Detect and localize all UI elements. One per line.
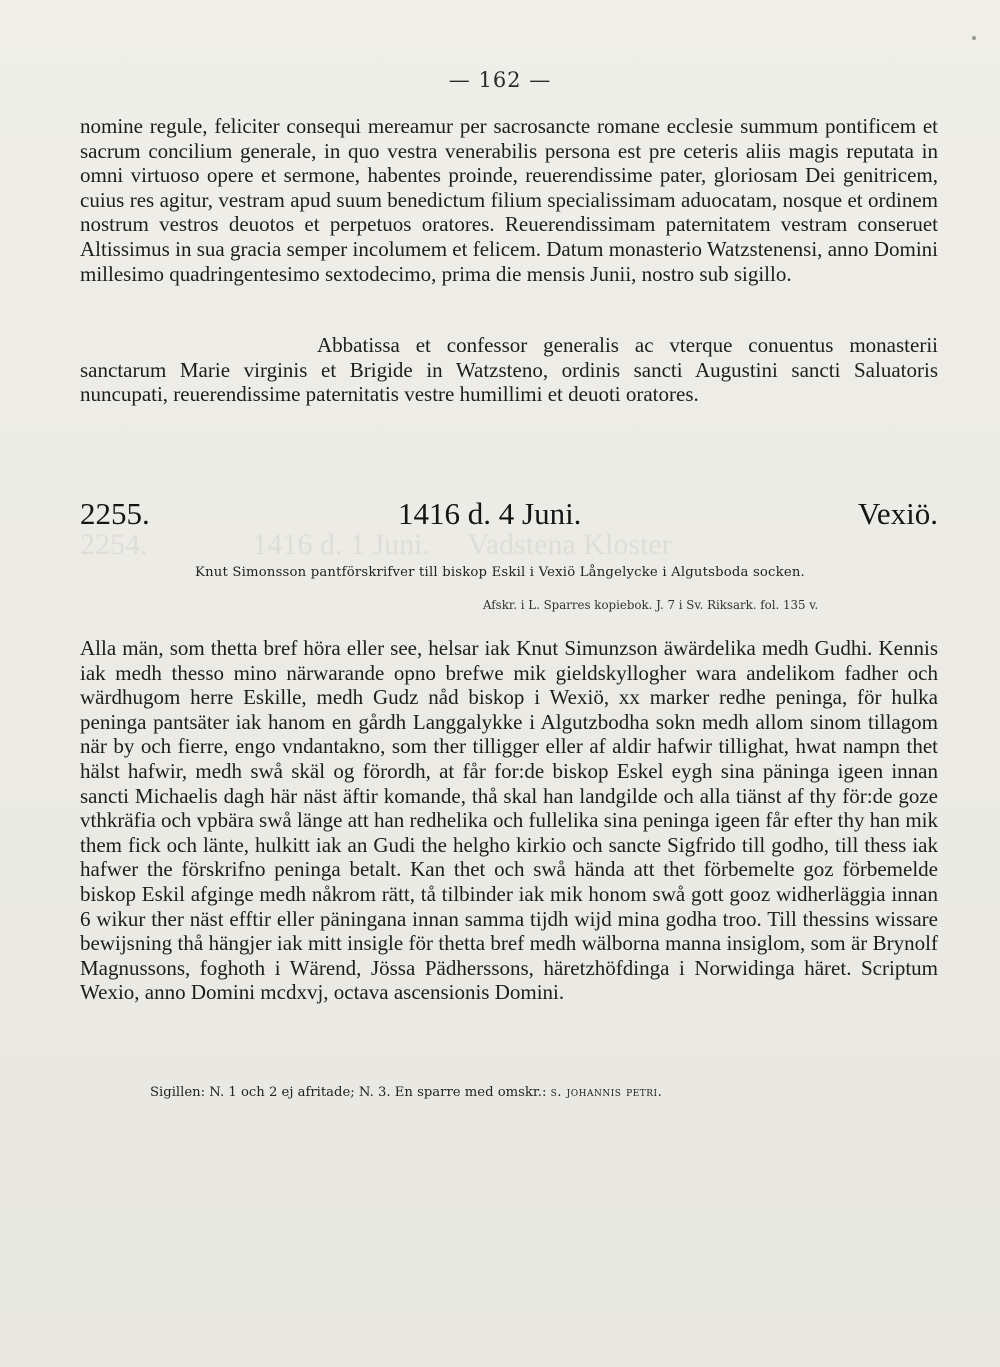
seals-note	[150, 1085, 662, 1100]
page-number: — 162 —	[448, 68, 552, 92]
document-text: Alla män, som thetta bref höra eller see, helsar iak Knut Simunzson äwärdelika medh Gudhi. Kennis iak medh thesso mino närwarande opno brefwe mik gieldskyllogher wara andelikom fadher och wärdhugom herre Eskille, medh Gudz nåd biskop i Wexiö, xx marker redhe peninga, för hulka peninga pantsäter iak hanom en gårdh Langgalykke i Algutzbodha sokn medh allom sinom tillagom när by och fierre, engo vndantakno, som ther tilligger eller af aldir hafwir tillighat, hwat nampn thet hälst hafwir, medh swå skäl og förordh, at får for:de biskop Eskel eygh sina päninga igeen innan sancti Michaelis dagh här näst äftir komande, thå skal han landgilde och alla tiänst af thy för:de goze vthkräfia och vpbära swå länge att han redhelika och fullelika sina peninga igeen får efter thy han mik them fick och länte, hulkitt iak an Gudi the helgho kirkio och sancte Sigfrido till godho, till thess iak hafwer the förskrifno peninga betalt. Kan thet och swå hända att thet förbemelte goz förbemelde biskop Eskil afginge medh nåkrom rätt, tå tilbinder iak mik honom swå gott gooz widherläggia innan 6 wikur ther näst efftir eller päningana innan samma tijdh wijd mina godha troo. Till thessins wissare bewijsning thå hängjer iak mitt insigle för thetta bref medh wälborna manna insiglom, som är Brynolf Magnussons, foghoth i Wärend, Jössa Pädherssons, häretzhöfdinga i Norwidinga häret. Scriptum Wexio, anno Domini mcdxvj, octava ascensionis Domini.	[80, 636, 938, 1005]
document-place: Vexiö.	[857, 496, 938, 531]
seal-legend: s. johannis petri.	[550, 1085, 663, 1100]
seals-description: Sigillen: N. 1 och 2 ej afritade; N. 3. En sparre med omskr.:	[150, 1085, 547, 1100]
document-date: 1416 d. 4 Juni.	[398, 496, 582, 531]
letter-closing-paragraph: nomine regule, feliciter consequi mereamur per sacrosancte romane ecclesie summum pontificem et sacrum concilium generale, in quo vestra venerabilis persona est pre ceteris aliis magis reputata in omni virtuoso opere et sermone, habentes proinde, reuerendissime pater, gloriosam Dei genitricem, cuius res agitur, vestram apud suum benedictum filium specialissimam aduocatam, nosque et ordinem nostrum vestros deuotos et perpetuos oratores. Reuerendissimam paternitatem vestram conseruet Altissimus in sua gracia semper incolumem et felicem. Datum monasterio Watzstenensi, anno Domini millesimo quadringentesimo sextodecimo, prima die mensis Junii, nostro sub sigillo.	[80, 114, 938, 286]
document-header	[80, 496, 938, 536]
letter-signature: Abbatissa et confessor generalis ac vterque conuentus monasterii sanctarum Marie virginis et Brigide in Watzsteno, ordinis sancti Augustini sancti Saluatoris nuncupati, reuerendissime paternitatis vestre humillimi et deuoti oratores.	[80, 333, 938, 407]
paper-speck	[972, 36, 976, 40]
document-number: 2255.	[80, 496, 150, 531]
bleed-through-heading: 2254. 1416 d. 1 Juni. Vadstena Kloster	[80, 528, 672, 561]
document-source: Afskr. i L. Sparres kopiebok. J. 7 i Sv. Riksark. fol. 135 v.	[483, 598, 819, 612]
document-summary: Knut Simonsson pantförskrifver till biskop Eskil i Vexiö Långelycke i Algutsboda socken.	[195, 565, 805, 580]
